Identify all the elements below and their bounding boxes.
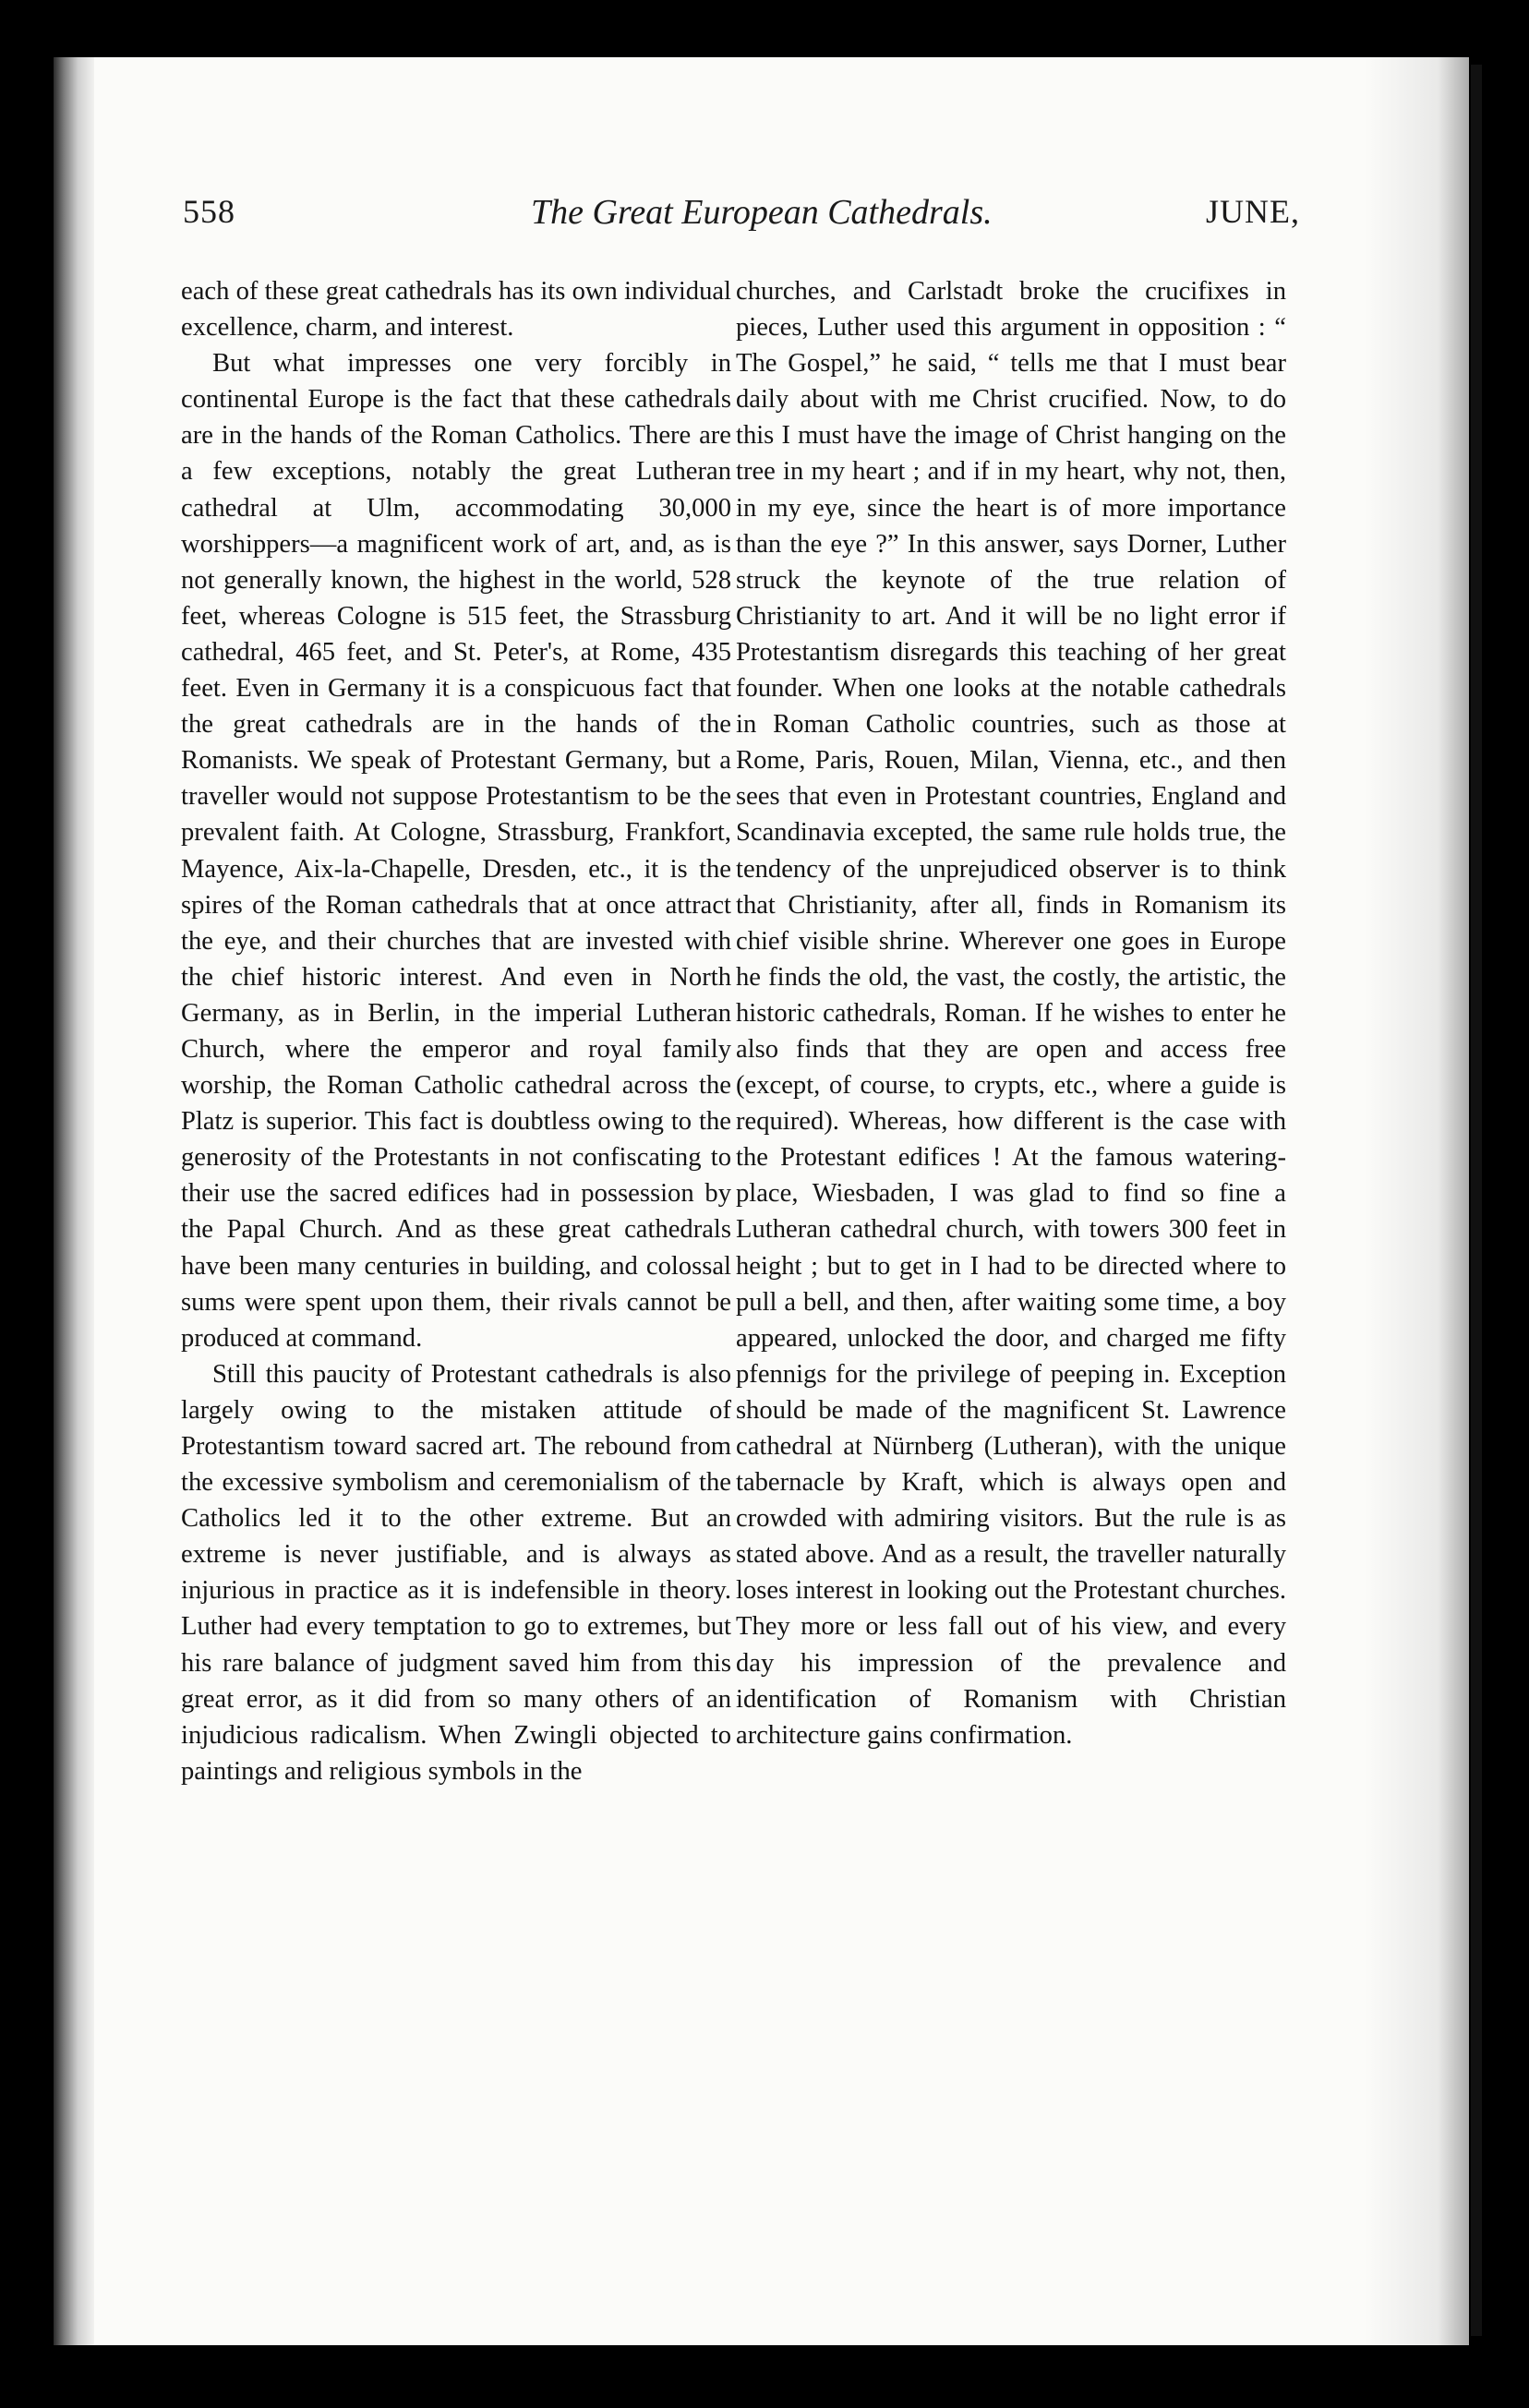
paragraph: Still this paucity of Protestant cathedrals is also largely owing to the mistaken attitude of Protestantism toward sacred art. The rebound from the excessive symbolism and ceremonialism of the Catholics led it to the other extreme. But an extreme is never justifiable, and is always as injurious in practice as it is indefensible in theory. Luther had every temptation to go to extremes, but his rare balance of judgment saved him from this great error, as it did from so many others of an injudicious radicalism. When Zwingli objected to paintings and religious symbols in the [181,1359,731,1786]
paragraph: But what impresses one very forcibly in continental Europe is the fact that these cathedrals are in the hands of the Roman Catholics. There are a few exceptions, notably the great Lutheran cathedral at Ulm, accommodating 30,000 worshippers—a magnificent work of art, and, as is not generally known, the highest in the world, 528 feet, whereas Cologne is 515 feet, the Strassburg cathedral, 465 feet, and St. Peter's, at Rome, 435 feet. Even in Germany it is a conspicuous fact that the great cathedrals are in the hands of the Romanists. We speak of Protestant Germany, but a traveller would not suppose Protestantism to be the prevalent faith. At Cologne, Strassburg, Frankfort, Mayence, Aix-la-Chapelle, Dresden, etc., it is the spires of the Roman cathedrals that at once attract the eye, and their churches that are invested with the chief historic interest. And even in North Germany, as in Berlin, in the imperial Lutheran Church, where the emperor and royal family worship, the Roman Catholic cathedral across the Platz is superior. This fact is doubtless owing to the generosity of the Protestants in not confiscating to their use the sacred edifices had in possession by the Papal Church. And as these great cathedrals have been many centuries in building, and colossal sums were spent upon them, their rivals cannot be produced at command. [181,349,731,1353]
page-number: 558 [183,193,235,230]
book-page [54,57,1469,2345]
page-edge-shadow [1365,57,1469,2345]
running-header [183,192,1300,247]
running-header-month: JUNE, [1206,193,1300,230]
page-gutter-shadow [54,57,94,2345]
left-column [181,273,731,1789]
right-column [736,273,1286,1753]
paragraph: each of these great cathedrals has its own individual excellence, charm, and interest. [181,277,731,343]
adjacent-page-edge [1471,65,1482,2336]
running-title: The Great European Cathedrals. [531,193,993,232]
paragraph: churches, and Carlstadt broke the crucifixes in pieces, Luther used this argument in opposition : “ The Gospel,” he said, “ tells me that I must bear daily about with me Christ crucified. Now, to do this I must have the image of Christ hanging on the tree in my heart ; and if in my heart, why not, then, in my eye, since the heart is of more importance than the eye ?” In this answer, says Dorner, Luther struck the keynote of the true relation of Christianity to art. And it will be no light error if Protestantism disregards this teaching of her great founder. When one looks at the notable cathedrals in Roman Catholic countries, such as those at Rome, Paris, Rouen, Milan, Vienna, etc., and then sees that even in Protestant countries, England and Scandinavia excepted, the same rule holds true, the tendency of the unprejudiced observer is to think that Christianity, after all, finds in Romanism its chief visible shrine. Wherever one goes in Europe he finds the old, the vast, the costly, the artistic, the historic cathedrals, Roman. If he wishes to enter he also finds that they are open and access free (except, of course, to crypts, etc., where a guide is required). Whereas, how different is the case with the Protestant edifices ! At the famous watering-place, Wiesbaden, I was glad to find so fine a Lutheran cathedral church, with towers 300 feet in height ; but to get in I had to be directed where to pull a bell, and then, after waiting some time, a boy appeared, unlocked the door, and charged me fifty pfennigs for the privilege of peeping in. Exception should be made of the magnificent St. Lawrence cathedral at Nürnberg (Lutheran), with the unique tabernacle by Kraft, which is always open and crowded with admiring visitors. But the rule is as stated above. And as a result, the traveller naturally loses interest in looking out the Protestant churches. They more or less fall out of his view, and every day his impression of the prevalence and identification of Romanism with Christian architecture gains confirmation. [736,277,1286,1750]
